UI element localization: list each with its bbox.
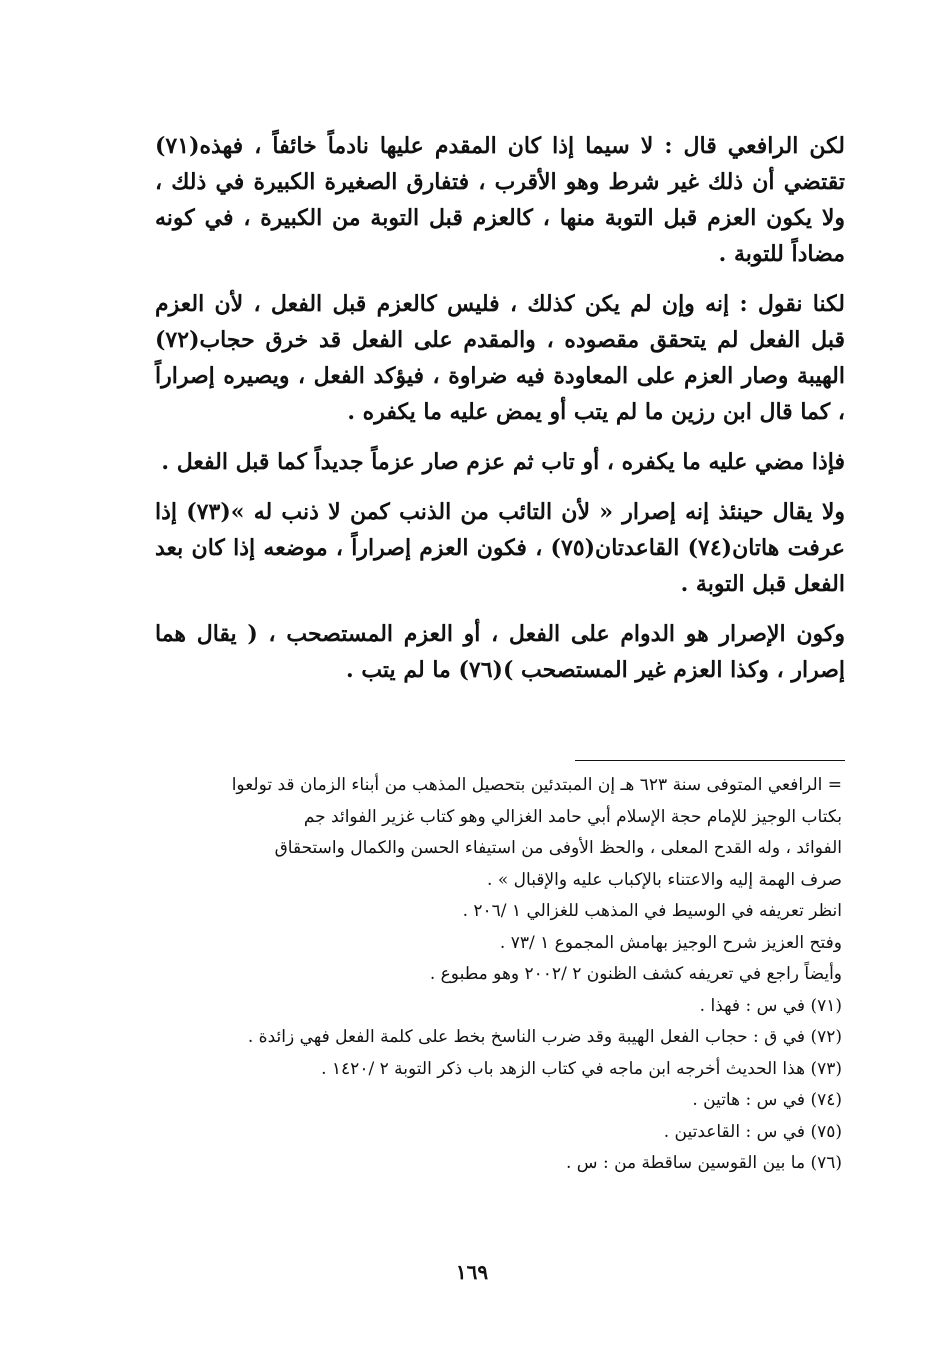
footnote-divider bbox=[575, 760, 845, 761]
footnote-75: (٧٥) في س : القاعدتين . bbox=[663, 1121, 842, 1142]
paragraph: فإذا مضي عليه ما يكفره ، أو تاب ثم عزم صار عزماً جديداً كما قبل الفعل . bbox=[161, 449, 845, 475]
footnote-71: (٧١) في س : فهذا . bbox=[699, 995, 842, 1016]
footnote-continuation-line: بكتاب الوجيز للإمام حجة الإسلام أبي حامد الغزالي وهو كتاب غزير الفوائد جم bbox=[303, 806, 842, 827]
footnote-continuation-line: وأيضاً راجع في تعريفه كشف الظنون ٢ /٢٠٠٢ وهو مطبوع . bbox=[429, 964, 842, 984]
footnote-continuation-line: وفتح العزيز شرح الوجيز بهامش المجموع ١ /٧٣ . bbox=[499, 932, 842, 953]
footnote-continuation-line: انظر تعريفه في الوسيط في المذهب للغزالي ١ /٢٠٦ . bbox=[462, 901, 842, 921]
main-text bbox=[155, 128, 845, 702]
footnote-76: (٧٦) ما بين القوسين ساقطة من : س . bbox=[566, 1153, 842, 1173]
paragraph: لكنا نقول : إنه وإن لم يكن كذلك ، فليس كالعزم قبل الفعل ، لأن العزم قبل الفعل لم يتحقق مقصوده ، والمقدم على الفعل قد خرق حجاب(٧٢) الهيبة وصار العزم على المعاودة فيه ضراوة ، فيؤكد الفعل ، ويصيره إصراراً ، كما قال ابن رزين ما لم يتب أو يمض عليه ما يكفره . bbox=[155, 291, 845, 425]
footnote-continuation-line: الفوائد ، وله القدح المعلى ، والحظ الأوفى من استيفاء الحسن والكمال واستحقاق bbox=[274, 838, 842, 858]
footnote-continuation-line: صرف الهمة إليه والاعتناء بالإكباب عليه والإقبال » . bbox=[487, 869, 842, 890]
footnote-continuation-line: = الرافعي المتوفى سنة ٦٢٣ هـ إن المبتدئين بتحصيل المذهب من أبناء الزمان قد تولعوا bbox=[231, 775, 842, 795]
paragraph: ولا يقال حينئذ إنه إصرار « لأن التائب من الذنب كمن لا ذنب له »(٧٣) إذا عرفت هاتان(٧٤) القاعدتان(٧٥) ، فكون العزم إصراراً ، موضعه إذا كان بعد الفعل قبل التوبة . bbox=[155, 499, 845, 597]
footnote-72: (٧٢) في ق : حجاب الفعل الهيبة وقد ضرب الناسخ بخط على كلمة الفعل فهي زائدة . bbox=[247, 1027, 842, 1047]
footnote-74: (٧٤) في س : هاتين . bbox=[692, 1090, 842, 1110]
page-number: ١٦٩ bbox=[455, 1260, 489, 1284]
paragraph: لكن الرافعي قال : لا سيما إذا كان المقدم عليها نادماً خائفاً ، فهذه(٧١) تقتضي أن ذلك غير شرط وهو الأقرب ، فتفارق الصغيرة الكبيرة في ذلك ، ولا يكون العزم قبل التوبة منها ، كالعزم قبل التوبة من الكبيرة ، في كونه مضاداً للتوبة . bbox=[155, 133, 845, 267]
footnote-73: (٧٣) هذا الحديث أخرجه ابن ماجه في كتاب الزهد باب ذكر التوبة ٢ /١٤٢٠ . bbox=[321, 1058, 842, 1079]
paragraph: وكون الإصرار هو الدوام على الفعل ، أو العزم المستصحب ، ( يقال هما إصرار ، وكذا العزم غير المستصحب )(٧٦) ما لم يتب . bbox=[155, 621, 845, 683]
footnotes bbox=[160, 770, 842, 1180]
